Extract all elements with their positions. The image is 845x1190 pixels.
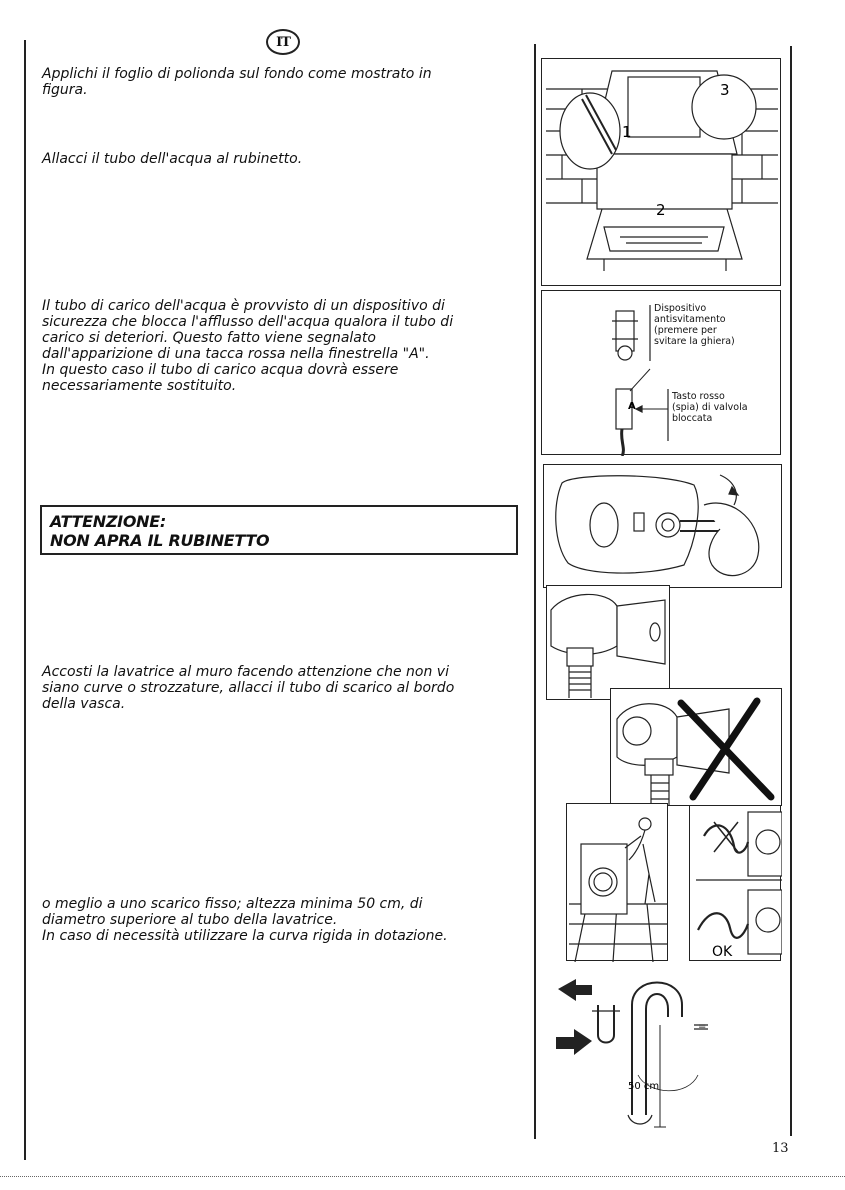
arrow-left-icon <box>558 979 592 1001</box>
step-number-3: 3 <box>720 81 730 99</box>
height-label: 50 cm <box>628 1081 660 1092</box>
machine-base-illustration <box>542 59 782 287</box>
machine-placement-illustration <box>567 804 669 962</box>
instruction-paragraph-4: Accosti la lavatrice al muro facendo attenzione che non vi siano curve o strozzature, allacci il tubo di scarico al bordo della vasca. <box>42 664 455 712</box>
footer-rule <box>0 1176 845 1177</box>
device-callout-text: Dispositivo antisvitamento (premere per svitare la ghiera) <box>654 303 735 347</box>
instruction-paragraph-1: Applichi il foglio di polionda sul fondo come mostrato in figura. <box>42 66 432 98</box>
ok-label: OK <box>712 944 733 960</box>
figure-machine-base <box>541 58 781 286</box>
step-number-1: 1 <box>622 123 632 141</box>
figure-hose-connection <box>543 464 782 588</box>
figure-inlet-safety-device <box>541 290 781 455</box>
window-a-label: A <box>628 401 636 412</box>
equal-sign-label: = <box>698 1021 707 1032</box>
left-margin-line <box>24 40 26 1160</box>
language-badge: IT <box>266 29 300 55</box>
figure-drain-hose-height <box>548 965 782 1137</box>
page-number: 13 <box>772 1141 789 1156</box>
figure-incorrect-connection <box>610 688 782 806</box>
figure-machine-placement <box>566 803 668 961</box>
arrow-right-icon <box>556 1029 592 1055</box>
figure-tap-closeup <box>546 585 670 700</box>
step-number-2: 2 <box>656 201 666 219</box>
instruction-paragraph-3: Il tubo di carico dell'acqua è provvisto di un dispositivo di sicurezza che blocca l'afflusso dell'acqua qualora il tubo di carico si deteriori. Questo fatto viene segnalato dall'apparizione di una tacca rossa nella finestrella "A". In questo caso il tubo di carico acqua dovrà essere necessariamente sostituito. <box>42 298 454 394</box>
warning-text: NON APRA IL RUBINETTO <box>50 531 270 550</box>
incorrect-connection-illustration <box>611 689 783 807</box>
center-divider-line <box>534 44 536 1139</box>
figure-drain-routing <box>689 805 781 961</box>
warning-title: ATTENZIONE: <box>50 512 166 531</box>
instruction-paragraph-5: o meglio a uno scarico fisso; altezza minima 50 cm, di diametro superiore al tubo della lavatrice. In caso di necessità utilizzare la curva rigida in dotazione. <box>42 896 448 944</box>
right-margin-line <box>790 46 792 1136</box>
drain-routing-illustration <box>690 806 782 962</box>
drain-hose-illustration <box>548 965 782 1137</box>
hose-connection-illustration <box>544 465 783 589</box>
warning-box <box>40 505 518 555</box>
instruction-paragraph-2: Allacci il tubo dell'acqua al rubinetto. <box>42 151 303 167</box>
tap-illustration <box>547 586 671 701</box>
red-button-callout-text: Tasto rosso (spia) di valvola bloccata <box>672 391 748 424</box>
